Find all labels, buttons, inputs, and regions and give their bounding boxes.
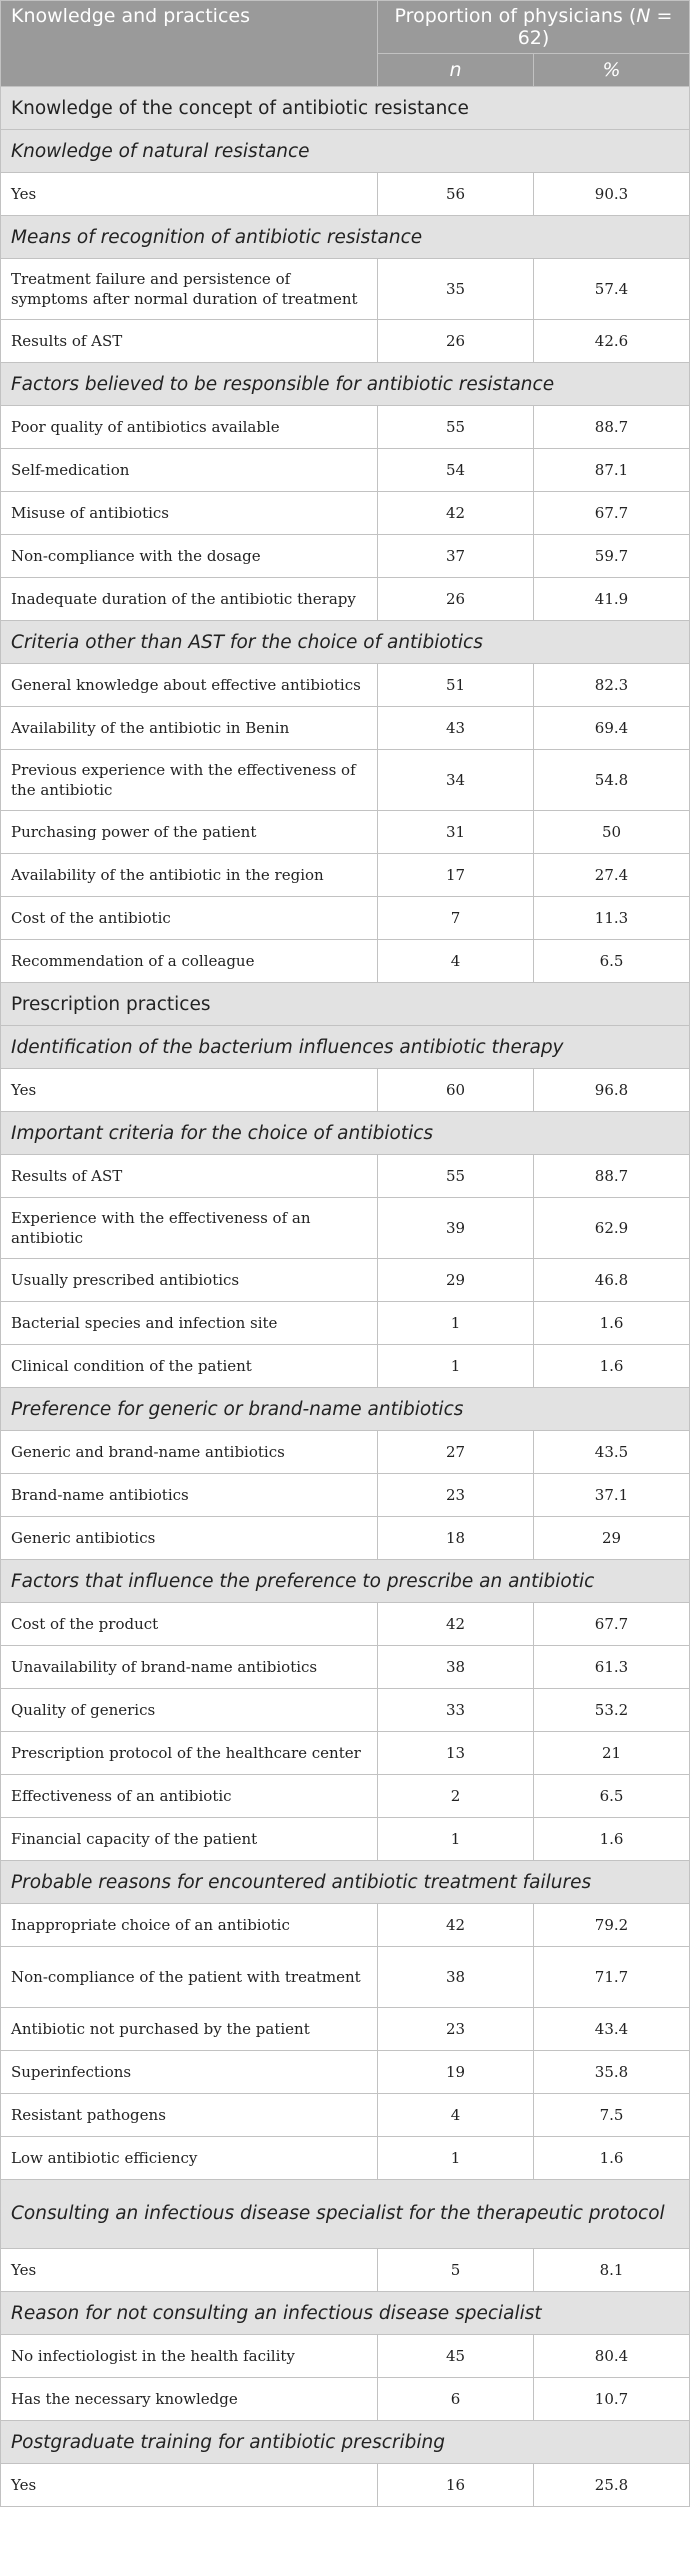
table-row bbox=[1, 1775, 690, 1818]
row-label: Financial capacity of the patient bbox=[1, 1818, 378, 1861]
row-percent: 90.3 bbox=[534, 173, 690, 216]
row-label: Inadequate duration of the antibiotic therapy bbox=[1, 578, 378, 621]
row-label: Antibiotic not purchased by the patient bbox=[1, 2008, 378, 2051]
row-label: General knowledge about effective antibiotics bbox=[1, 664, 378, 707]
row-percent: 46.8 bbox=[534, 1259, 690, 1302]
row-label: Yes bbox=[1, 1069, 378, 1112]
row-n: 13 bbox=[378, 1732, 534, 1775]
table-row bbox=[1, 2464, 690, 2507]
row-label: Experience with the effectiveness of an antibiotic bbox=[1, 1198, 378, 1259]
row-label: Brand-name antibiotics bbox=[1, 1474, 378, 1517]
row-percent: 6.5 bbox=[534, 1775, 690, 1818]
row-label: Generic and brand-name antibiotics bbox=[1, 1431, 378, 1474]
row-n: 38 bbox=[378, 1646, 534, 1689]
row-percent: 50 bbox=[534, 811, 690, 854]
row-label: Quality of generics bbox=[1, 1689, 378, 1732]
subsection-row bbox=[1, 1861, 690, 1904]
row-label: Treatment failure and persistence of symptoms after normal duration of treatment bbox=[1, 259, 378, 320]
row-n: 51 bbox=[378, 664, 534, 707]
table-row bbox=[1, 1302, 690, 1345]
table-row bbox=[1, 2335, 690, 2378]
row-n: 23 bbox=[378, 2008, 534, 2051]
table-row bbox=[1, 1732, 690, 1775]
row-label: Clinical condition of the patient bbox=[1, 1345, 378, 1388]
subsection-heading: Identification of the bacterium influences antibiotic therapy bbox=[1, 1026, 690, 1069]
row-n: 33 bbox=[378, 1689, 534, 1732]
subsection-row bbox=[1, 1112, 690, 1155]
row-n: 43 bbox=[378, 707, 534, 750]
subsection-heading: Preference for generic or brand-name antibiotics bbox=[1, 1388, 690, 1431]
row-percent: 35.8 bbox=[534, 2051, 690, 2094]
row-n: 18 bbox=[378, 1517, 534, 1560]
table-row bbox=[1, 1603, 690, 1646]
row-percent: 67.7 bbox=[534, 492, 690, 535]
row-percent: 82.3 bbox=[534, 664, 690, 707]
subsection-heading: Postgraduate training for antibiotic prescribing bbox=[1, 2421, 690, 2464]
row-n: 4 bbox=[378, 940, 534, 983]
section-row bbox=[1, 983, 690, 1026]
row-percent: 57.4 bbox=[534, 259, 690, 320]
table-row bbox=[1, 811, 690, 854]
table-row bbox=[1, 2094, 690, 2137]
row-label: Bacterial species and infection site bbox=[1, 1302, 378, 1345]
table-row bbox=[1, 854, 690, 897]
subsection-row bbox=[1, 1388, 690, 1431]
table-row bbox=[1, 897, 690, 940]
subsection-row bbox=[1, 2292, 690, 2335]
row-label: Resistant pathogens bbox=[1, 2094, 378, 2137]
subsection-heading: Probable reasons for encountered antibiotic treatment failures bbox=[1, 1861, 690, 1904]
row-percent: 43.5 bbox=[534, 1431, 690, 1474]
row-n: 55 bbox=[378, 406, 534, 449]
row-label: Low antibiotic efficiency bbox=[1, 2137, 378, 2180]
subsection-heading: Factors believed to be responsible for antibiotic resistance bbox=[1, 363, 690, 406]
row-percent: 27.4 bbox=[534, 854, 690, 897]
subsection-row bbox=[1, 1026, 690, 1069]
row-label: Yes bbox=[1, 173, 378, 216]
row-label: Prescription protocol of the healthcare center bbox=[1, 1732, 378, 1775]
row-n: 31 bbox=[378, 811, 534, 854]
row-n: 1 bbox=[378, 1302, 534, 1345]
row-percent: 43.4 bbox=[534, 2008, 690, 2051]
table-row bbox=[1, 2051, 690, 2094]
row-percent: 1.6 bbox=[534, 1302, 690, 1345]
table-row bbox=[1, 1689, 690, 1732]
row-n: 1 bbox=[378, 2137, 534, 2180]
row-percent: 69.4 bbox=[534, 707, 690, 750]
table-row bbox=[1, 707, 690, 750]
subsection-row bbox=[1, 363, 690, 406]
subsection-row bbox=[1, 216, 690, 259]
row-n: 26 bbox=[378, 578, 534, 621]
row-n: 42 bbox=[378, 492, 534, 535]
table-row bbox=[1, 1198, 690, 1259]
row-label: Recommendation of a colleague bbox=[1, 940, 378, 983]
subsection-heading: Means of recognition of antibiotic resistance bbox=[1, 216, 690, 259]
table-row bbox=[1, 1818, 690, 1861]
table-row bbox=[1, 535, 690, 578]
row-n: 23 bbox=[378, 1474, 534, 1517]
row-n: 27 bbox=[378, 1431, 534, 1474]
row-label: No infectiologist in the health facility bbox=[1, 2335, 378, 2378]
table-row bbox=[1, 1431, 690, 1474]
row-n: 38 bbox=[378, 1947, 534, 2008]
row-n: 39 bbox=[378, 1198, 534, 1259]
table-row bbox=[1, 1517, 690, 1560]
row-percent: 42.6 bbox=[534, 320, 690, 363]
table-row bbox=[1, 1947, 690, 2008]
row-n: 17 bbox=[378, 854, 534, 897]
row-percent: 21 bbox=[534, 1732, 690, 1775]
row-n: 2 bbox=[378, 1775, 534, 1818]
row-n: 34 bbox=[378, 750, 534, 811]
row-n: 60 bbox=[378, 1069, 534, 1112]
row-n: 16 bbox=[378, 2464, 534, 2507]
table-row bbox=[1, 1904, 690, 1947]
table-row bbox=[1, 2249, 690, 2292]
row-percent: 1.6 bbox=[534, 2137, 690, 2180]
subsection-row bbox=[1, 2180, 690, 2249]
row-percent: 80.4 bbox=[534, 2335, 690, 2378]
table-row bbox=[1, 750, 690, 811]
table-body bbox=[1, 87, 690, 2507]
row-label: Previous experience with the effectiveness of the antibiotic bbox=[1, 750, 378, 811]
row-percent: 88.7 bbox=[534, 406, 690, 449]
row-label: Non-compliance of the patient with treatment bbox=[1, 1947, 378, 2008]
table-row bbox=[1, 173, 690, 216]
row-percent: 87.1 bbox=[534, 449, 690, 492]
row-n: 4 bbox=[378, 2094, 534, 2137]
row-label: Results of AST bbox=[1, 1155, 378, 1198]
row-percent: 8.1 bbox=[534, 2249, 690, 2292]
header-percent: % bbox=[534, 54, 690, 87]
row-n: 42 bbox=[378, 1904, 534, 1947]
row-label: Effectiveness of an antibiotic bbox=[1, 1775, 378, 1818]
section-heading: Knowledge of the concept of antibiotic resistance bbox=[1, 87, 690, 130]
row-label: Cost of the antibiotic bbox=[1, 897, 378, 940]
row-percent: 96.8 bbox=[534, 1069, 690, 1112]
subsection-heading: Criteria other than AST for the choice of antibiotics bbox=[1, 621, 690, 664]
table-row bbox=[1, 406, 690, 449]
table-row bbox=[1, 449, 690, 492]
section-row bbox=[1, 87, 690, 130]
row-label: Yes bbox=[1, 2464, 378, 2507]
row-label: Cost of the product bbox=[1, 1603, 378, 1646]
row-n: 1 bbox=[378, 1345, 534, 1388]
row-label: Generic antibiotics bbox=[1, 1517, 378, 1560]
row-n: 35 bbox=[378, 259, 534, 320]
row-n: 42 bbox=[378, 1603, 534, 1646]
row-percent: 37.1 bbox=[534, 1474, 690, 1517]
row-label: Misuse of antibiotics bbox=[1, 492, 378, 535]
header-proportion-of-physicians: Proportion of physicians (N = 62) bbox=[378, 1, 690, 54]
row-percent: 1.6 bbox=[534, 1818, 690, 1861]
row-n: 54 bbox=[378, 449, 534, 492]
table-row bbox=[1, 940, 690, 983]
row-percent: 41.9 bbox=[534, 578, 690, 621]
header-n: n bbox=[378, 54, 534, 87]
row-label: Superinfections bbox=[1, 2051, 378, 2094]
row-percent: 61.3 bbox=[534, 1646, 690, 1689]
row-percent: 7.5 bbox=[534, 2094, 690, 2137]
table-row bbox=[1, 1345, 690, 1388]
table-row bbox=[1, 320, 690, 363]
row-percent: 29 bbox=[534, 1517, 690, 1560]
row-label: Self-medication bbox=[1, 449, 378, 492]
row-percent: 1.6 bbox=[534, 1345, 690, 1388]
subsection-heading: Consulting an infectious disease specialist for the therapeutic protocol bbox=[1, 2180, 690, 2249]
row-label: Has the necessary knowledge bbox=[1, 2378, 378, 2421]
row-n: 29 bbox=[378, 1259, 534, 1302]
row-percent: 88.7 bbox=[534, 1155, 690, 1198]
subsection-row bbox=[1, 621, 690, 664]
table-row bbox=[1, 1259, 690, 1302]
row-n: 26 bbox=[378, 320, 534, 363]
row-percent: 25.8 bbox=[534, 2464, 690, 2507]
row-label: Purchasing power of the patient bbox=[1, 811, 378, 854]
subsection-heading: Factors that influence the preference to prescribe an antibiotic bbox=[1, 1560, 690, 1603]
table-row bbox=[1, 259, 690, 320]
table-row bbox=[1, 578, 690, 621]
table-row bbox=[1, 1646, 690, 1689]
row-label: Availability of the antibiotic in Benin bbox=[1, 707, 378, 750]
table-row bbox=[1, 2137, 690, 2180]
row-percent: 67.7 bbox=[534, 1603, 690, 1646]
table-row bbox=[1, 2008, 690, 2051]
subsection-heading: Knowledge of natural resistance bbox=[1, 130, 690, 173]
table-row bbox=[1, 2378, 690, 2421]
row-n: 7 bbox=[378, 897, 534, 940]
row-n: 19 bbox=[378, 2051, 534, 2094]
row-label: Non-compliance with the dosage bbox=[1, 535, 378, 578]
row-percent: 53.2 bbox=[534, 1689, 690, 1732]
table-row bbox=[1, 1069, 690, 1112]
row-label: Results of AST bbox=[1, 320, 378, 363]
row-label: Usually prescribed antibiotics bbox=[1, 1259, 378, 1302]
row-n: 6 bbox=[378, 2378, 534, 2421]
row-n: 1 bbox=[378, 1818, 534, 1861]
table-row bbox=[1, 1155, 690, 1198]
row-label: Yes bbox=[1, 2249, 378, 2292]
subsection-heading: Reason for not consulting an infectious disease specialist bbox=[1, 2292, 690, 2335]
table-row bbox=[1, 1474, 690, 1517]
row-n: 5 bbox=[378, 2249, 534, 2292]
row-n: 55 bbox=[378, 1155, 534, 1198]
row-label: Poor quality of antibiotics available bbox=[1, 406, 378, 449]
row-percent: 59.7 bbox=[534, 535, 690, 578]
table-row bbox=[1, 492, 690, 535]
subsection-heading: Important criteria for the choice of antibiotics bbox=[1, 1112, 690, 1155]
row-percent: 54.8 bbox=[534, 750, 690, 811]
row-n: 37 bbox=[378, 535, 534, 578]
row-label: Inappropriate choice of an antibiotic bbox=[1, 1904, 378, 1947]
row-percent: 62.9 bbox=[534, 1198, 690, 1259]
header-knowledge-and-practices: Knowledge and practices bbox=[1, 1, 378, 87]
section-heading: Prescription practices bbox=[1, 983, 690, 1026]
subsection-row bbox=[1, 2421, 690, 2464]
row-percent: 71.7 bbox=[534, 1947, 690, 2008]
row-n: 45 bbox=[378, 2335, 534, 2378]
row-percent: 11.3 bbox=[534, 897, 690, 940]
row-label: Availability of the antibiotic in the region bbox=[1, 854, 378, 897]
row-percent: 6.5 bbox=[534, 940, 690, 983]
row-percent: 10.7 bbox=[534, 2378, 690, 2421]
subsection-row bbox=[1, 130, 690, 173]
row-n: 56 bbox=[378, 173, 534, 216]
row-percent: 79.2 bbox=[534, 1904, 690, 1947]
subsection-row bbox=[1, 1560, 690, 1603]
table-row bbox=[1, 664, 690, 707]
row-label: Unavailability of brand-name antibiotics bbox=[1, 1646, 378, 1689]
